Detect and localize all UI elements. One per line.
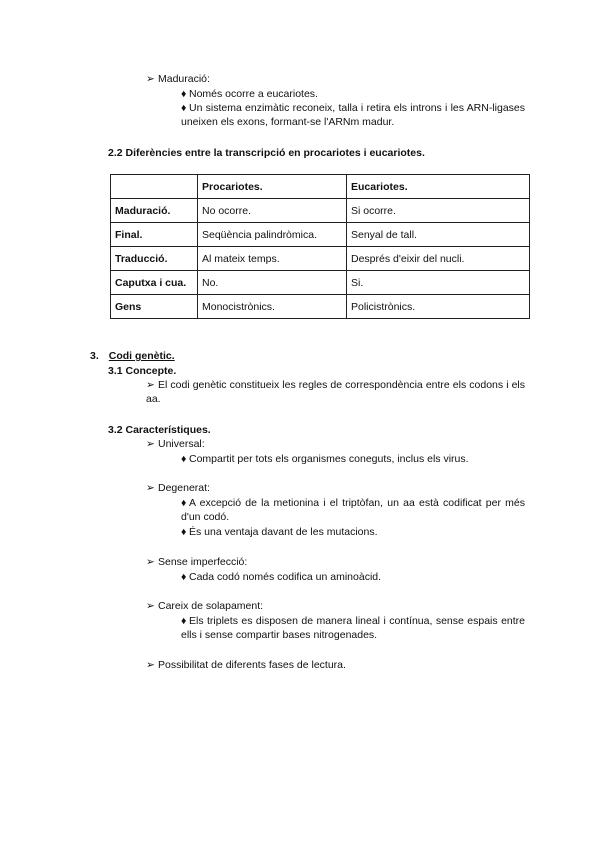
section-3-1-title: 3.1 Concepte. [108, 365, 177, 377]
arrow-bullet-icon: ➢ [146, 556, 155, 568]
diamond-bullet-icon: ♦ [181, 526, 187, 538]
row-label: Gens [111, 295, 198, 319]
diamond-bullet-icon: ♦ [181, 102, 187, 114]
eukaryote-cell: Si ocorre. [347, 199, 530, 223]
prokaryote-cell: Seqüència palindròmica. [198, 223, 347, 247]
section-2-2-title: 2.2 Diferències entre la transcripció en procariotes i eucariotes. [108, 147, 425, 159]
eukaryote-cell: Després d'eixir del nucli. [347, 247, 530, 271]
diamond-bullet-icon: ♦ [181, 571, 187, 583]
section-3-heading [90, 349, 175, 363]
row-label: Caputxa i cua. [111, 271, 198, 295]
characteristic-universal: ➢ Universal: [146, 438, 205, 450]
table-header-row [111, 175, 530, 199]
row-label: Maduració. [111, 199, 198, 223]
table-row [111, 271, 530, 295]
diamond-bullet-icon: ♦ [181, 453, 187, 465]
characteristic-sense-imperfeccio: ➢ Sense imperfecció: [146, 556, 248, 568]
eukaryote-cell: Si. [347, 271, 530, 295]
table-row [111, 295, 530, 319]
table-row [111, 199, 530, 223]
arrow-bullet-icon: ➢ [146, 438, 155, 450]
maduracio-heading: ➢ Maduració: [146, 73, 210, 85]
sense-imperfeccio-bullet: ♦ Cada codó només codifica un aminoàcid. [181, 571, 382, 583]
degenerat-bullet-2: ♦ És una ventaja davant de les mutacions. [181, 526, 378, 538]
arrow-bullet-icon: ➢ [146, 482, 155, 494]
characteristic-degenerat: ➢ Degenerat: [146, 482, 210, 494]
prokaryote-cell: Al mateix temps. [198, 247, 347, 271]
maduracio-bullet-2: ♦ Un sistema enzimàtic reconeix, talla i retira els introns i les ARN-ligases uneixen els exons, formant-se l'ARNm madur. [181, 102, 525, 128]
maduracio-bullet-1: ♦ Només ocorre a eucariotes. [181, 88, 318, 100]
arrow-bullet-icon: ➢ [146, 379, 155, 391]
table-header-cell: Procariotes. [198, 175, 347, 199]
section-number: 3. [90, 350, 99, 362]
prokaryote-cell: No ocorre. [198, 199, 347, 223]
characteristic-careix-solapament: ➢ Careix de solapament: [146, 600, 264, 612]
section-3-2-title: 3.2 Característiques. [108, 424, 211, 436]
diamond-bullet-icon: ♦ [181, 497, 187, 509]
comparison-table [110, 174, 530, 319]
eukaryote-cell: Policistrònics. [347, 295, 530, 319]
table-row [111, 247, 530, 271]
careix-solapament-bullet: ♦ Els triplets es disposen de manera lineal i contínua, sense espais entre ells i sense compartir bases nitrogenades. [181, 615, 525, 641]
universal-bullet: ♦ Compartit per tots els organismes coneguts, inclus els virus. [181, 453, 469, 465]
table-header-cell: Eucariotes. [347, 175, 530, 199]
eukaryote-cell: Senyal de tall. [347, 223, 530, 247]
arrow-bullet-icon: ➢ [146, 659, 155, 671]
prokaryote-cell: Monocistrònics. [198, 295, 347, 319]
row-label: Final. [111, 223, 198, 247]
arrow-bullet-icon: ➢ [146, 600, 155, 612]
arrow-bullet-icon: ➢ [146, 73, 155, 85]
diamond-bullet-icon: ♦ [181, 615, 187, 627]
concept-text: ➢ El codi genètic constitueix les regles de correspondència entre els codons i els aa. [146, 379, 525, 405]
row-label: Traducció. [111, 247, 198, 271]
section-3-title: Codi genètic. [108, 350, 175, 362]
characteristic-fases-lectura: ➢ Possibilitat de diferents fases de lectura. [146, 659, 346, 671]
prokaryote-cell: No. [198, 271, 347, 295]
table-header-cell [111, 175, 198, 199]
degenerat-bullet-1: ♦ A excepció de la metionina i el triptòfan, un aa està codificat per més d'un codó. [181, 497, 525, 523]
diamond-bullet-icon: ♦ [181, 88, 187, 100]
table-row [111, 223, 530, 247]
